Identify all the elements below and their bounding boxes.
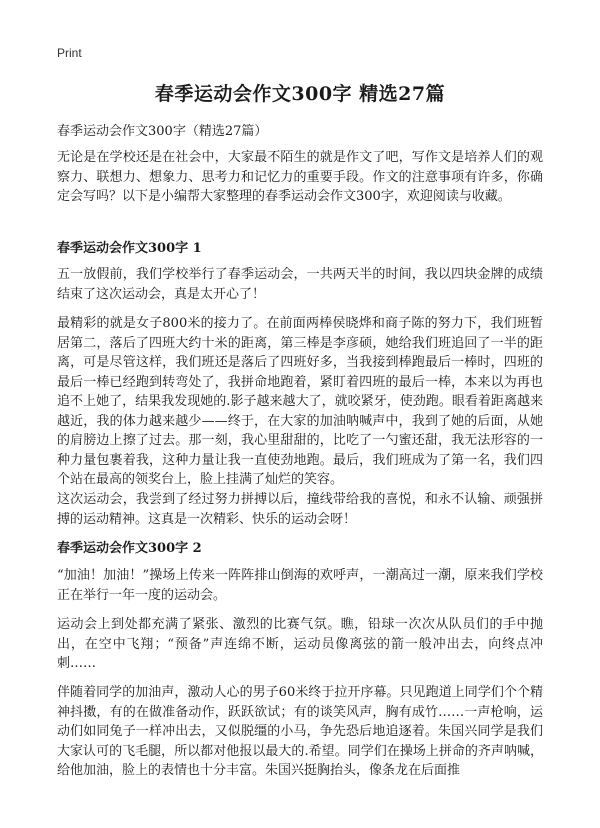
section-heading-1: 春季运动会作文300字 1 bbox=[57, 241, 202, 256]
section-heading-2: 春季运动会作文300字 2 bbox=[57, 541, 202, 556]
section-1-paragraph-1: 五一放假前，我们学校举行了春季运动会，一共两天半的时间，我以四块金牌的成绩结束了这次运动会，真是太开心了！ bbox=[57, 267, 543, 302]
section-2-paragraph-3: 伴随着同学的加油声，激动人心的男子60米终于拉开序幕。只见跑道上同学们个个精神抖擞，有的在做准备动作，跃跃欲试；有的谈笑风声，胸有成竹……一声枪响，运动们如同兔子一样冲出去，又似脱缰的小马，争先恐后地追逐着。朱国兴同学是我们大家认可的飞毛腿，所以都对他报以最大的.希望。同学们在操场上拼命的齐声呐喊，给他加油，脸上的表情也十分丰富。朱国兴挺胸抬头，像条龙在后面推 bbox=[57, 685, 543, 778]
section-1-paragraph-2: 最精彩的就是女子800米的接力了。在前面两棒侯晓烨和商子陈的努力下，我们班暂居第二，落后了四班大约十米的距离，第三棒是李彦硕，她给我们班追回了一半的距离，可是尽管这样，我们班还是落后了四班好多，当我接到棒跑最后一棒时，四班的最后一棒已经跑到转弯处了，我拼命地跑着，紧盯着四班的最后一棒，本来以为再也追不上她了，结果我发现她的.影子越来越大了，就咬紧牙，使劲跑。眼看着距离越来越近，我的体力越来越少——终于，在大家的加油呐喊声中，我到了她的后面，从她的肩膀边上擦了过去。那一刻，我心里甜甜的，比吃了一勺蜜还甜，我无法形容的一种力量包裹着我，这种力量让我一直使劲地跑。最后，我们班成为了第一名，我们四个站在最高的领奖台上，脸上挂满了灿烂的笑容。 bbox=[57, 316, 543, 487]
intro-paragraph: 无论是在学校还是在社会中，大家最不陌生的就是作文了吧，写作文是培养人们的观察力、联想力、想象力、思考力和记忆力的重要手段。作文的注意事项有许多，你确定会写吗？以下是小编帮大家整理的春季运动会作文300字，欢迎阅读与收藏。 bbox=[57, 150, 543, 204]
section-1-paragraph-3: 这次运动会，我尝到了经过努力拼搏以后，撞线带给我的喜悦，和永不认输、顽强拼搏的运动精神。这真是一次精彩、快乐的运动会呀！ bbox=[57, 492, 543, 527]
section-2-paragraph-1: “加油！加油！”操场上传来一阵阵排山倒海的欢呼声，一潮高过一潮，原来我们学校正在举行一年一度的运动会。 bbox=[57, 568, 543, 603]
document-title: 春季运动会作文300字 精选27篇 bbox=[154, 83, 446, 105]
print-label: Print bbox=[57, 46, 82, 60]
document-subtitle: 春季运动会作文300字（精选27篇） bbox=[57, 124, 268, 139]
section-2-paragraph-2: 运动会上到处都充满了紧张、激烈的比赛气氛。瞧，铅球一次次从队员们的手中抛出，在空中飞翔；“预备”声连绵不断，运动员像离弦的箭一般冲出去，向终点冲刺…… bbox=[57, 617, 543, 671]
